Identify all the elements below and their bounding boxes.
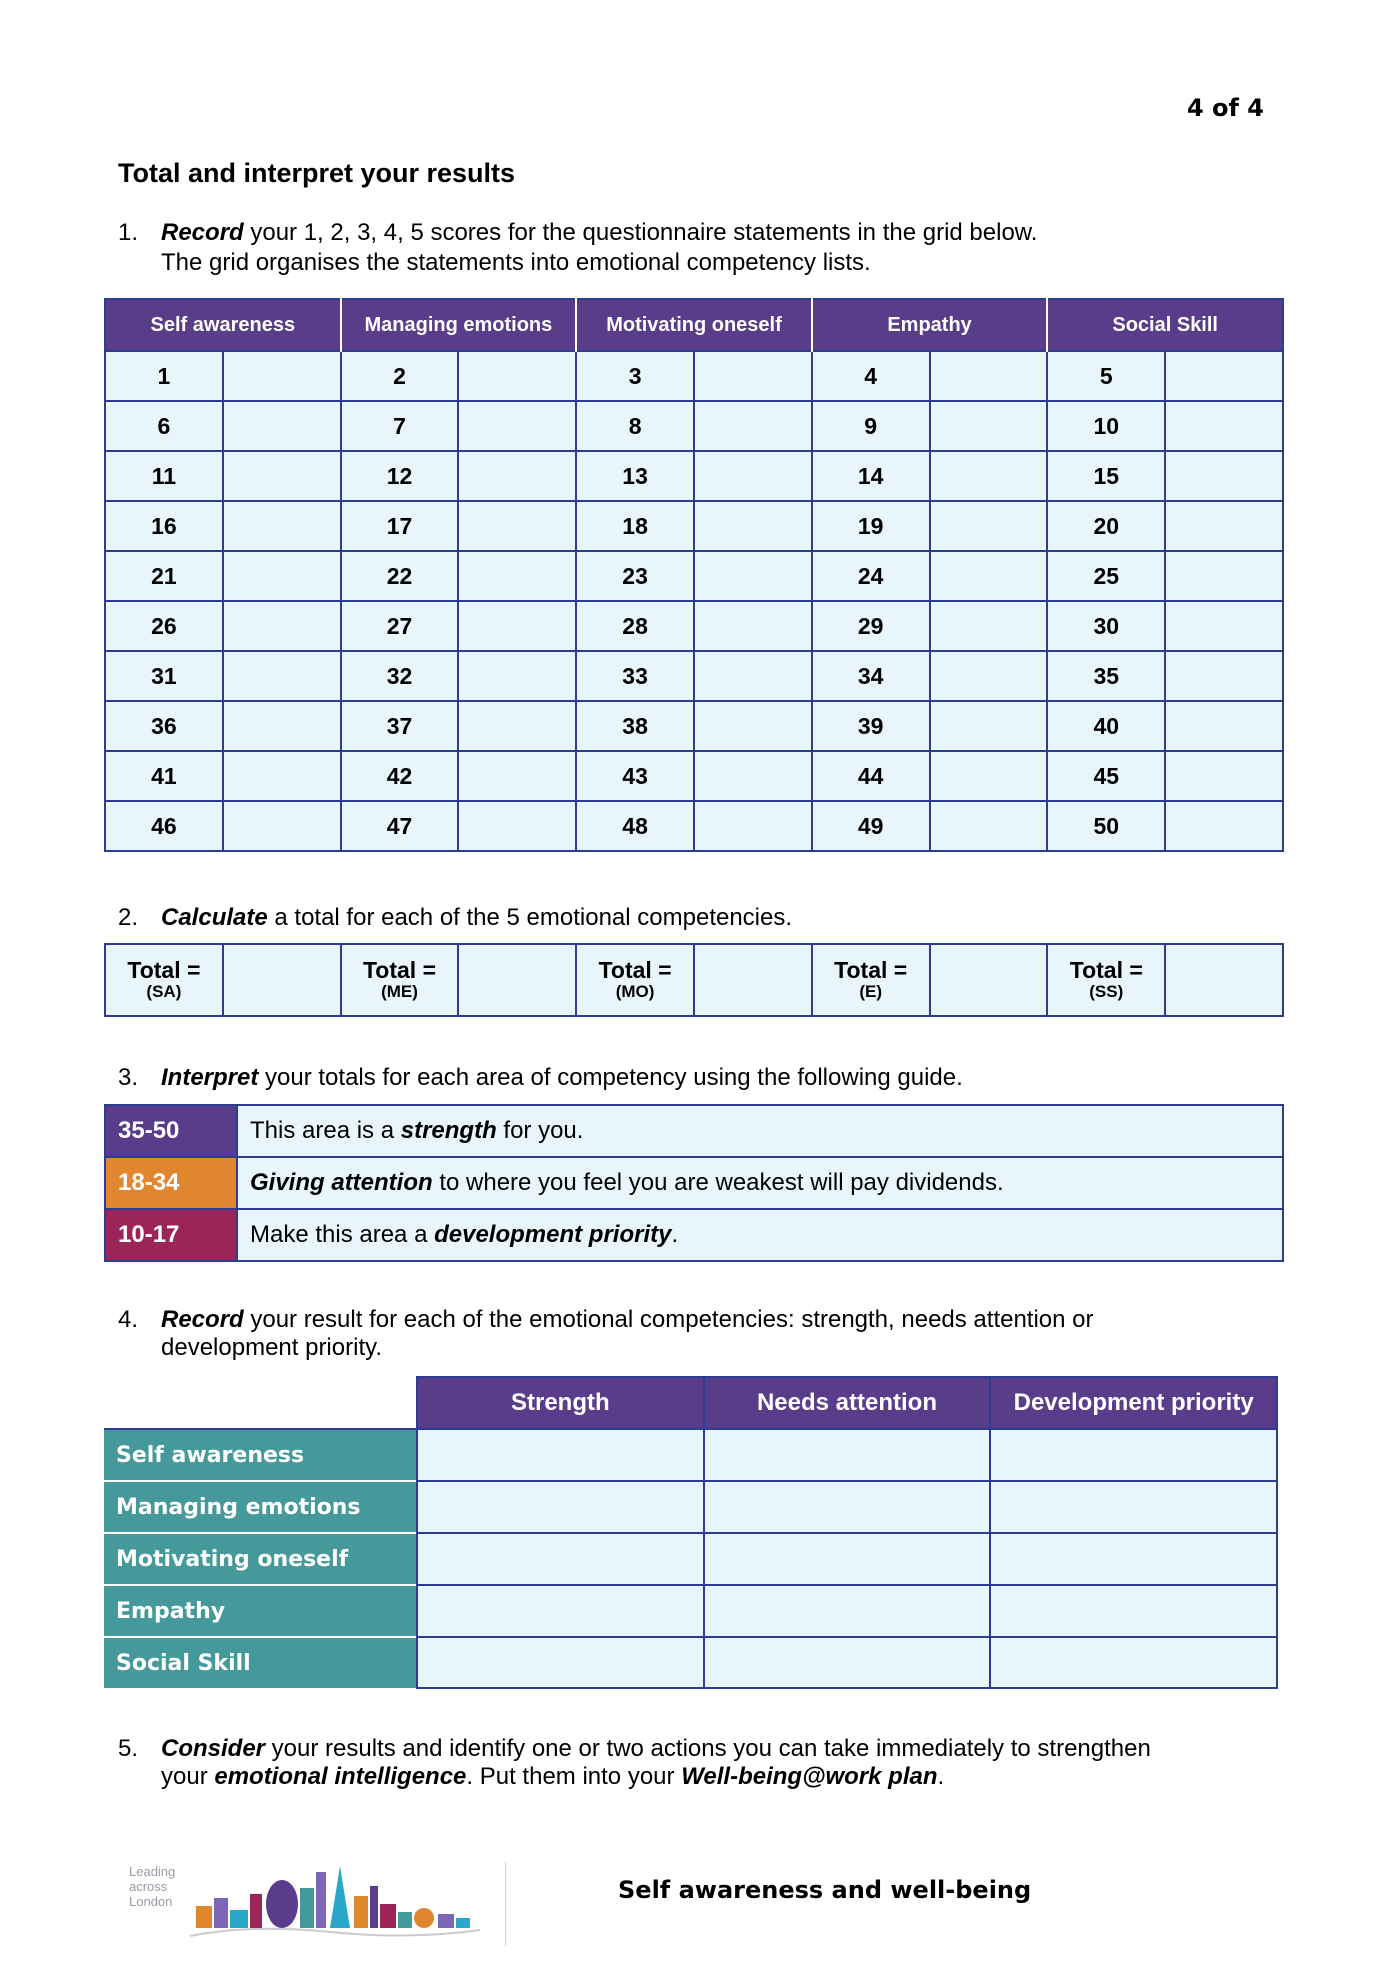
guide-row [105, 1209, 1283, 1261]
total-abbreviation: (SA) [146, 982, 182, 1001]
statement-number: 8 [576, 401, 694, 451]
score-entry-cell[interactable] [458, 751, 576, 801]
total-label: Total = [362, 957, 437, 983]
statement-number: 11 [105, 451, 223, 501]
step-4: 4. Record your result for each of the emotional competencies: strength, needs attention or development priority. [118, 1306, 1094, 1361]
score-entry-cell[interactable] [930, 801, 1048, 851]
total-label-cell [341, 944, 459, 1016]
result-entry-cell[interactable] [417, 1637, 704, 1688]
result-row [104, 1585, 1277, 1637]
guide-description: This area is a strength for you. [237, 1105, 1283, 1157]
total-label: Total = [127, 957, 201, 983]
score-entry-cell[interactable] [694, 651, 812, 701]
column-header: Empathy [812, 299, 1048, 351]
score-entry-cell[interactable] [223, 551, 341, 601]
statement-number: 6 [105, 401, 223, 451]
logo-text: Leading across London [129, 1864, 176, 1909]
statement-number: 44 [812, 751, 930, 801]
statement-number: 19 [812, 501, 930, 551]
result-row [104, 1637, 1277, 1688]
london-skyline-logo [190, 1858, 480, 1940]
result-row [104, 1481, 1277, 1533]
column-header: Social Skill [1047, 299, 1283, 351]
score-entry-cell[interactable] [223, 701, 341, 751]
total-label: Total = [598, 957, 672, 983]
statement-number: 24 [812, 551, 930, 601]
statement-number: 26 [105, 601, 223, 651]
total-entry-cell[interactable] [223, 944, 341, 1016]
score-entry-cell[interactable] [458, 801, 576, 851]
score-row [105, 501, 1283, 551]
total-abbreviation: (E) [859, 982, 883, 1001]
total-label: Total = [834, 957, 908, 983]
statement-number: 47 [341, 801, 459, 851]
statement-number: 13 [576, 451, 694, 501]
step-5: 5. Consider your results and identify one or two actions you can take immediately to strengthen your emotional intelligence. Put them into your Well-being@work plan. [118, 1735, 1151, 1790]
result-entry-cell[interactable] [704, 1585, 991, 1637]
page-title: Total and interpret your results [118, 158, 516, 188]
score-entry-cell[interactable] [930, 351, 1048, 401]
score-entry-cell[interactable] [458, 651, 576, 701]
result-entry-cell[interactable] [704, 1481, 991, 1533]
result-entry-cell[interactable] [990, 1585, 1277, 1637]
score-entry-cell[interactable] [1165, 401, 1283, 451]
score-entry-cell[interactable] [694, 451, 812, 501]
result-entry-cell[interactable] [990, 1637, 1277, 1688]
column-header: Self awareness [105, 299, 341, 351]
score-entry-cell[interactable] [458, 401, 576, 451]
statement-number: 20 [1047, 501, 1165, 551]
score-row [105, 651, 1283, 701]
score-entry-cell[interactable] [223, 651, 341, 701]
total-entry-cell[interactable] [694, 944, 812, 1016]
statement-number: 38 [576, 701, 694, 751]
result-entry-cell[interactable] [990, 1533, 1277, 1585]
score-row [105, 801, 1283, 851]
statement-number: 43 [576, 751, 694, 801]
score-entry-cell[interactable] [1165, 551, 1283, 601]
score-entry-cell[interactable] [1165, 451, 1283, 501]
score-entry-cell[interactable] [694, 501, 812, 551]
result-entry-cell[interactable] [417, 1533, 704, 1585]
result-entry-cell[interactable] [417, 1585, 704, 1637]
score-entry-cell[interactable] [694, 801, 812, 851]
score-entry-cell[interactable] [1165, 351, 1283, 401]
statement-number: 17 [341, 501, 459, 551]
guide-row [105, 1105, 1283, 1157]
competency-label: Managing emotions [104, 1481, 417, 1533]
step-3: 3. Interpret your totals for each area of competency using the following guide. [118, 1064, 963, 1091]
score-entry-cell[interactable] [930, 551, 1048, 601]
statement-number: 32 [341, 651, 459, 701]
footer-title: Self awareness and well-being [618, 1876, 1032, 1904]
statement-number: 41 [105, 751, 223, 801]
statement-number: 5 [1047, 351, 1165, 401]
total-label: Total = [1069, 957, 1143, 983]
score-row [105, 751, 1283, 801]
score-entry-cell[interactable] [694, 601, 812, 651]
score-entry-cell[interactable] [458, 501, 576, 551]
footer-divider [505, 1862, 506, 1946]
score-range: 35-50 [105, 1105, 237, 1157]
score-entry-cell[interactable] [1165, 651, 1283, 701]
statement-number: 9 [812, 401, 930, 451]
score-entry-cell[interactable] [223, 451, 341, 501]
statement-number: 3 [576, 351, 694, 401]
result-row [104, 1533, 1277, 1585]
statement-number: 27 [341, 601, 459, 651]
total-entry-cell[interactable] [1165, 944, 1283, 1016]
statement-number: 1 [105, 351, 223, 401]
result-entry-cell[interactable] [704, 1637, 991, 1688]
statement-number: 29 [812, 601, 930, 651]
guide-description: Make this area a development priority. [237, 1209, 1283, 1261]
score-row [105, 551, 1283, 601]
competency-label: Self awareness [104, 1429, 417, 1481]
score-entry-cell[interactable] [223, 751, 341, 801]
result-entry-cell[interactable] [417, 1481, 704, 1533]
score-entry-cell[interactable] [930, 501, 1048, 551]
statement-number: 25 [1047, 551, 1165, 601]
score-row [105, 351, 1283, 401]
score-entry-cell[interactable] [930, 701, 1048, 751]
score-entry-cell[interactable] [223, 601, 341, 651]
score-entry-cell[interactable] [458, 701, 576, 751]
score-entry-cell[interactable] [694, 551, 812, 601]
statement-number: 28 [576, 601, 694, 651]
score-range: 10-17 [105, 1209, 237, 1261]
result-entry-cell[interactable] [990, 1429, 1277, 1481]
total-abbreviation: (ME) [381, 982, 418, 1001]
score-entry-cell[interactable] [694, 701, 812, 751]
statement-number: 4 [812, 351, 930, 401]
score-entry-cell[interactable] [223, 401, 341, 451]
statement-number: 22 [341, 551, 459, 601]
statement-number: 49 [812, 801, 930, 851]
score-entry-cell[interactable] [1165, 701, 1283, 751]
score-range: 18-34 [105, 1157, 237, 1209]
step-1: 1. Record your 1, 2, 3, 4, 5 scores for the questionnaire statements in the grid below. The grid organises the statements into emotional competency lists. [118, 219, 1038, 276]
statement-number: 34 [812, 651, 930, 701]
step-2: 2. Calculate a total for each of the 5 emotional competencies. [118, 904, 793, 931]
guide-row [105, 1157, 1283, 1209]
guide-description: Giving attention to where you feel you are weakest will pay dividends. [237, 1157, 1283, 1209]
statement-number: 16 [105, 501, 223, 551]
page-number: 4 of 4 [1186, 94, 1264, 122]
column-header: Motivating oneself [576, 299, 812, 351]
result-column-header: Strength [417, 1377, 704, 1429]
competency-label: Empathy [104, 1585, 417, 1637]
interpretation-guide [104, 1104, 1284, 1262]
total-abbreviation: (SS) [1089, 982, 1124, 1001]
statement-number: 15 [1047, 451, 1165, 501]
statement-number: 39 [812, 701, 930, 751]
score-row [105, 601, 1283, 651]
score-entry-cell[interactable] [930, 401, 1048, 451]
total-entry-cell[interactable] [930, 944, 1048, 1016]
column-header: Managing emotions [341, 299, 577, 351]
competency-label: Social Skill [104, 1637, 417, 1688]
result-entry-cell[interactable] [704, 1533, 991, 1585]
score-row [105, 701, 1283, 751]
totals-grid [104, 943, 1284, 1017]
statement-number: 18 [576, 501, 694, 551]
result-row [104, 1429, 1277, 1481]
statement-number: 21 [105, 551, 223, 601]
results-corner [104, 1377, 417, 1429]
statement-number: 33 [576, 651, 694, 701]
total-entry-cell[interactable] [458, 944, 576, 1016]
score-entry-cell[interactable] [930, 651, 1048, 701]
score-grid [104, 298, 1284, 852]
statement-number: 12 [341, 451, 459, 501]
statement-number: 23 [576, 551, 694, 601]
total-label-cell [105, 944, 223, 1016]
statement-number: 7 [341, 401, 459, 451]
score-entry-cell[interactable] [930, 751, 1048, 801]
statement-number: 48 [576, 801, 694, 851]
score-entry-cell[interactable] [223, 801, 341, 851]
statement-number: 40 [1047, 701, 1165, 751]
score-entry-cell[interactable] [223, 351, 341, 401]
score-entry-cell[interactable] [1165, 501, 1283, 551]
statement-number: 36 [105, 701, 223, 751]
total-label-cell [812, 944, 930, 1016]
score-entry-cell[interactable] [458, 451, 576, 501]
statement-number: 50 [1047, 801, 1165, 851]
score-entry-cell[interactable] [930, 451, 1048, 501]
total-label-cell [576, 944, 694, 1016]
results-grid [104, 1376, 1278, 1689]
statement-number: 35 [1047, 651, 1165, 701]
statement-number: 2 [341, 351, 459, 401]
result-entry-cell[interactable] [704, 1429, 991, 1481]
statement-number: 46 [105, 801, 223, 851]
score-entry-cell[interactable] [458, 601, 576, 651]
statement-number: 45 [1047, 751, 1165, 801]
score-entry-cell[interactable] [694, 351, 812, 401]
statement-number: 37 [341, 701, 459, 751]
total-label-cell [1047, 944, 1165, 1016]
score-entry-cell[interactable] [458, 551, 576, 601]
score-entry-cell[interactable] [694, 401, 812, 451]
result-column-header: Development priority [990, 1377, 1277, 1429]
result-column-header: Needs attention [704, 1377, 991, 1429]
statement-number: 14 [812, 451, 930, 501]
score-entry-cell[interactable] [1165, 801, 1283, 851]
score-entry-cell[interactable] [458, 351, 576, 401]
score-entry-cell[interactable] [1165, 601, 1283, 651]
score-entry-cell[interactable] [930, 601, 1048, 651]
score-entry-cell[interactable] [694, 751, 812, 801]
statement-number: 31 [105, 651, 223, 701]
score-entry-cell[interactable] [1165, 751, 1283, 801]
score-entry-cell[interactable] [223, 501, 341, 551]
statement-number: 42 [341, 751, 459, 801]
statement-number: 10 [1047, 401, 1165, 451]
statement-number: 30 [1047, 601, 1165, 651]
result-entry-cell[interactable] [990, 1481, 1277, 1533]
score-row [105, 451, 1283, 501]
score-row [105, 401, 1283, 451]
result-entry-cell[interactable] [417, 1429, 704, 1481]
competency-label: Motivating oneself [104, 1533, 417, 1585]
total-abbreviation: (MO) [615, 982, 655, 1001]
